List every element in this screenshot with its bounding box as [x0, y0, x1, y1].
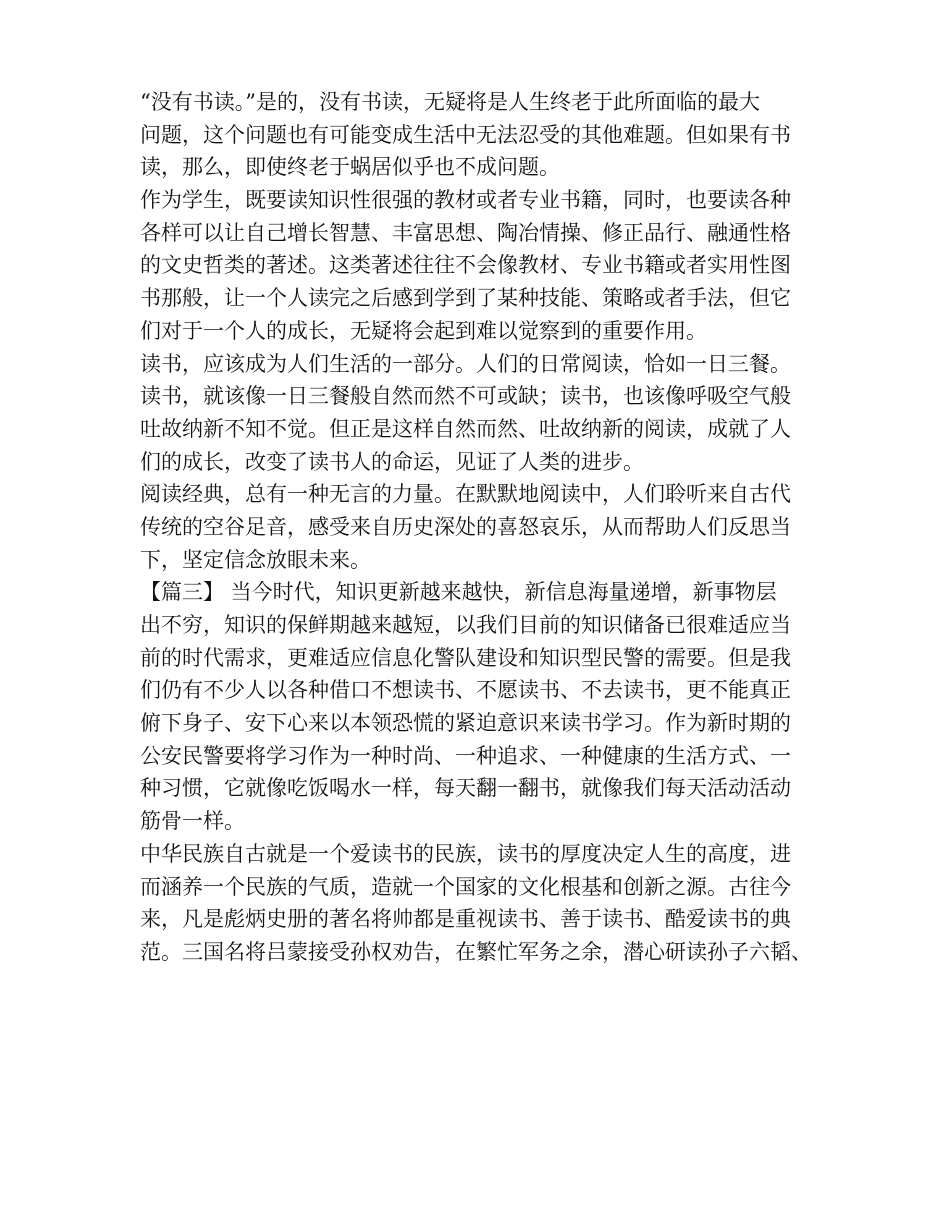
- text-line: 筋骨一样。: [140, 809, 245, 834]
- text-line: 读书，就该像一日三餐般自然而然不可或缺；读书，也该像呼吸空气般: [140, 384, 791, 409]
- text-line: 种习惯，它就像吃饭喝水一样，每天翻一翻书，就像我们每天活动活动: [140, 776, 791, 801]
- text-line: 吐故纳新不知不觉。但正是这样自然而然、吐故纳新的阅读，成就了人: [140, 416, 791, 441]
- text-line: 书那般，让一个人读完之后感到学到了某种技能、策略或者手法，但它: [140, 286, 791, 311]
- text-line: 的文史哲类的著述。这类著述往往不会像教材、专业书籍或者实用性图: [140, 253, 791, 278]
- text-line: 下，坚定信念放眼未来。: [140, 547, 371, 572]
- text-line: 们的成长，改变了读书人的命运，见证了人类的进步。: [140, 449, 644, 474]
- text-line: 读书，应该成为人们生活的一部分。人们的日常阅读，恰如一日三餐。: [140, 351, 791, 376]
- text-line: 来，凡是彪炳史册的著名将帅都是重视读书、善于读书、酷爱读书的典: [140, 907, 791, 932]
- document-body: [140, 86, 816, 969]
- text-line: 们对于一个人的成长，无疑将会起到难以觉察到的重要作用。: [140, 318, 707, 343]
- text-line: “没有书读。”是的，没有书读，无疑将是人生终老于此所面临的最大: [140, 90, 760, 114]
- text-line: 各样可以让自己增长智慧、丰富思想、陶冶情操、修正品行、融通性格: [140, 220, 791, 245]
- text-line: 【篇三】 当今时代，知识更新越来越快，新信息海量递增，新事物层: [140, 580, 777, 605]
- text-line: 出不穷，知识的保鲜期越来越短，以我们目前的知识储备已很难适应当: [140, 613, 791, 637]
- text-line: 公安民警要将学习作为一种时尚、一种追求、一种健康的生活方式、一: [140, 743, 791, 768]
- text-line: 中华民族自古就是一个爱读书的民族，读书的厚度决定人生的高度，进: [140, 841, 791, 866]
- text-line: 传统的空谷足音，感受来自历史深处的喜怒哀乐，从而帮助人们反思当: [140, 514, 791, 539]
- text-line: 阅读经典，总有一种无言的力量。在默默地阅读中，人们聆听来自古代: [140, 482, 791, 507]
- text-line: 问题，这个问题也有可能变成生活中无法忍受的其他难题。但如果有书: [140, 122, 791, 147]
- text-line: 读，那么，即使终老于蜗居似乎也不成问题。: [140, 155, 560, 180]
- text-line: 作为学生，既要读知识性很强的教材或者专业书籍，同时，也要读各种: [140, 188, 791, 213]
- text-line: 们仍有不少人以各种借口不想读书、不愿读书、不去读书，更不能真正: [140, 678, 791, 703]
- text-line: 前的时代需求，更难适应信息化警队建设和知识型民警的需要。但是我: [140, 645, 791, 670]
- text-line: 范。三国名将吕蒙接受孙权劝告，在繁忙军务之余，潜心研读孙子六韬、: [140, 939, 812, 964]
- text-line: 而涵养一个民族的气质，造就一个国家的文化根基和创新之源。古往今: [140, 874, 791, 899]
- text-line: 俯下身子、安下心来以本领恐慌的紧迫意识来读书学习。作为新时期的: [140, 711, 791, 736]
